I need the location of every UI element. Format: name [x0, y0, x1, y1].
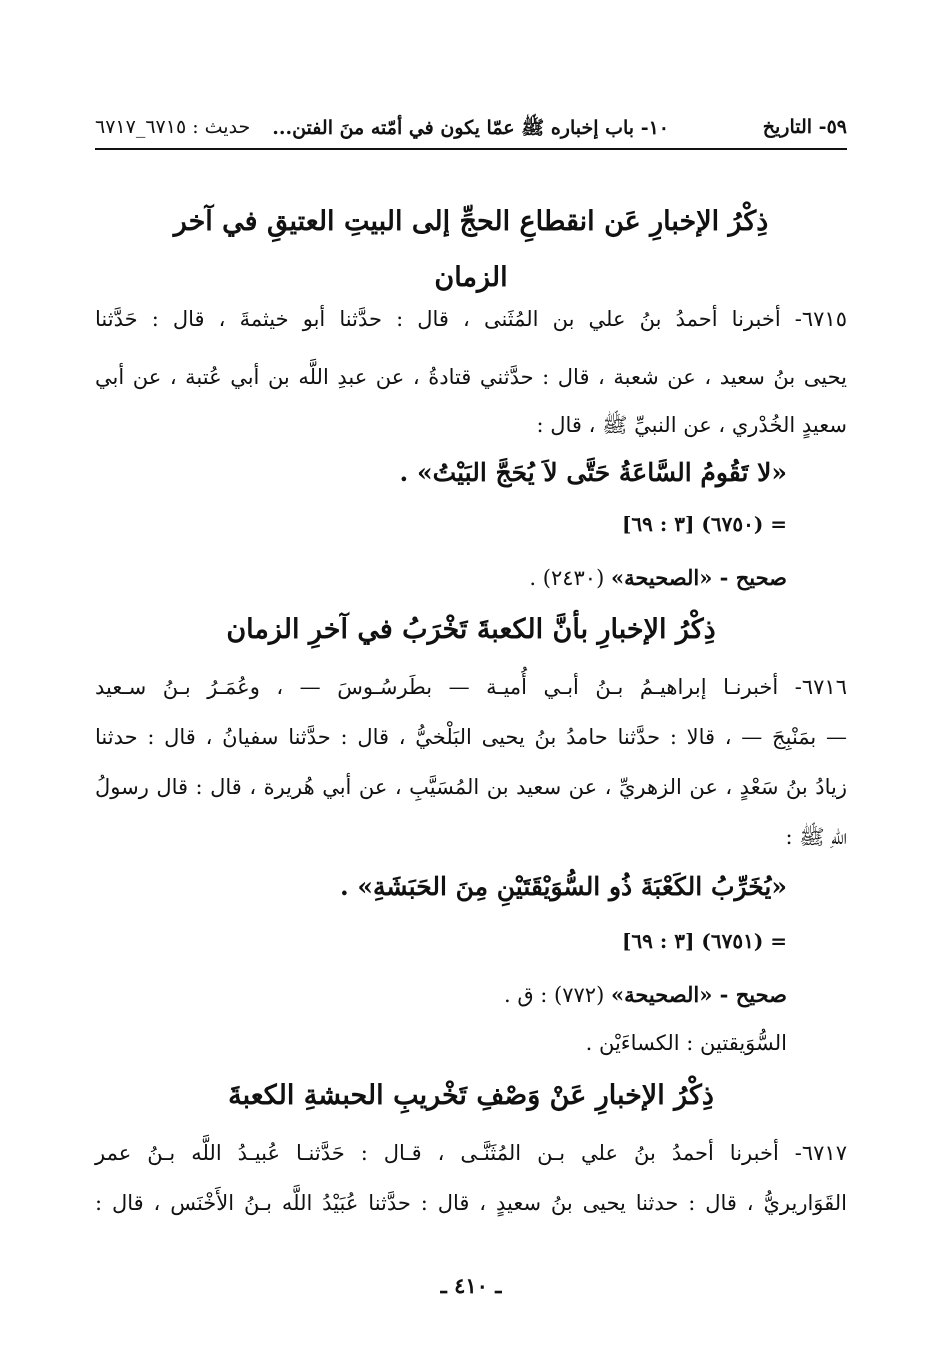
isnad-line: ٦٧١٦- أخبرنـا إبراهيـمُ بـنُ أبـي أُميـة — بطَرسُـوسَ — ، وعُمَـرُ بـنُ سـعيد — [95, 675, 847, 699]
section-heading-1a: ذِكْرُ الإخبارِ عَن انقطاعِ الحجِّ إلى البيتِ العتيقِ في آخر — [173, 206, 769, 237]
isnad-line: اللهِ ﷺ : — [785, 825, 847, 849]
grade-ref: (٢٤٣٠) . — [529, 566, 605, 590]
section-title: ١٠- باب إخباره ﷺ عمّا يكون في أمّته منَ الفتن... — [272, 117, 669, 139]
grade-ref: (٧٧٢) : ق . — [503, 983, 605, 1007]
hadith-matn: «يُخَرِّبُ الكَعْبَةَ ذُو السُّوَيْقَتَيْنِ مِنَ الحَبَشَةِ» . — [339, 872, 787, 901]
chapter-title: ٥٩- التاريخ — [762, 116, 847, 138]
hadith-matn: «لا تَقُومُ السَّاعَةُ حَتَّى لاَ يُحَجَّ البَيْتُ» . — [399, 458, 787, 487]
isnad-line: ٦٧١٥- أخبرنا أحمدُ بنُ علي بن المُثَنى ، قال : حدَّثنا أبو خيثمةَ ، قال : حَدَّثنا — [95, 307, 847, 331]
cross-reference: = (٦٧٥١) [٣ : ٦٩] — [621, 929, 787, 953]
section-heading-2: ذِكْرُ الإخبارِ بأنَّ الكعبةَ تَخْرَبُ في آخرِ الزمان — [226, 614, 716, 645]
isnad-line: القَوَاريريُّ ، قال : حدثنا يحيى بنُ سعيدٍ ، قال : حدَّثنا عُبَيْدُ اللَّه بـنُ الأَخْنَس ، قال : — [95, 1191, 847, 1215]
book-page — [95, 108, 847, 1308]
cross-reference: = (٦٧٥٠) [٣ : ٦٩] — [621, 512, 787, 536]
grade-label: صحيح - «الصحيحة» — [610, 565, 787, 590]
word-gloss: السُّوَيقتين : الكساءَيْن . — [585, 1031, 787, 1055]
isnad-line: زيادُ بنُ سَعْدٍ ، عن الزهريِّ ، عن سعيد بن المُسَيَّبِ ، عن أبي هُريرة ، قال : قال رسولُ — [95, 775, 847, 799]
section-heading-1b: الزمان — [434, 262, 508, 293]
hadith-grade — [529, 563, 787, 593]
isnad-line: — بمَنْبِجَ — ، قالا : حدَّثنا حامدُ بنُ يحيى البَلْخيُّ ، قال : حدَّثنا سفيانُ ، قال : حدثنا — [95, 725, 847, 749]
hadith-range: حديث : ٦٧١٥_٦٧١٧ — [95, 116, 251, 138]
hadith-grade — [504, 980, 787, 1010]
isnad-line: ٦٧١٧- أخبرنا أحمدُ بنُ علي بـن المُثَنَّـى ، قـال : حَدَّثنـا عُبيـدُ اللَّه بـنُ عمر — [95, 1141, 847, 1165]
section-heading-3: ذِكْرُ الإخبارِ عَنْ وَصْفِ تَخْريبِ الحبشةِ الكعبةَ — [228, 1080, 714, 1111]
running-header — [95, 108, 847, 150]
page-number: ـ ٤١٠ ـ — [440, 1273, 502, 1298]
grade-label: صحيح - «الصحيحة» — [610, 982, 787, 1007]
isnad-line: يحيى بنُ سعيد ، عن شعبة ، قال : حدَّثني قتادةُ ، عن عبدِ اللَّه بن أبي عُتبة ، عن أبي — [95, 365, 847, 389]
isnad-line: سعيدٍ الخُدْري ، عن النبيِّ ﷺ ، قال : — [536, 413, 847, 437]
